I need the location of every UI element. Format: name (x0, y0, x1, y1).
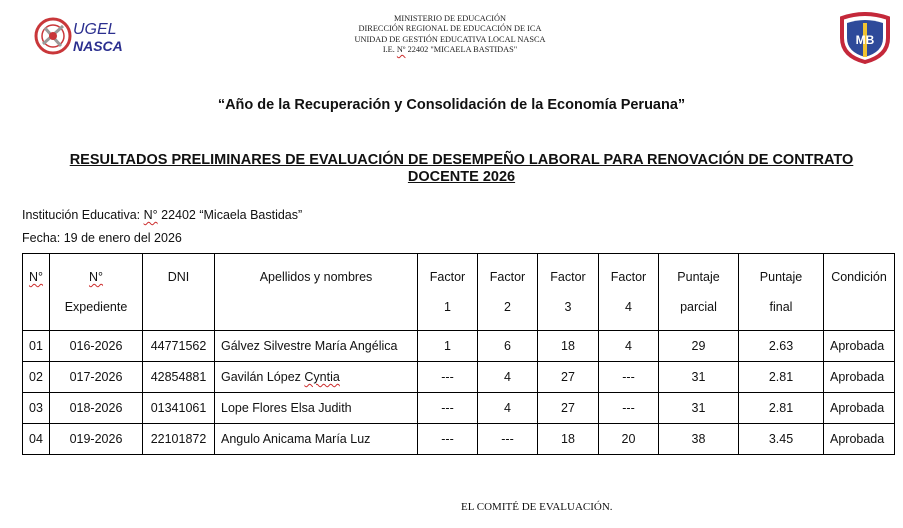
header-num (23, 254, 50, 331)
table-row (23, 424, 895, 455)
header-school-prefix: I.E. (382, 45, 395, 55)
table-row (23, 362, 895, 393)
nasca-text: NASCA (73, 38, 123, 54)
header-pf-line2: final (769, 300, 793, 314)
cell-dni: 22101872 (143, 424, 215, 455)
cell-factor-4: --- (599, 393, 659, 424)
header-school-no: Nº (396, 45, 406, 55)
cell-factor-3: 27 (538, 362, 599, 393)
cell-condicion: Aprobada (824, 331, 895, 362)
cell-factor-1: --- (418, 393, 478, 424)
cell-dni: 42854881 (143, 362, 215, 393)
cell-name (215, 362, 418, 393)
cell-puntaje-final: 2.63 (739, 331, 824, 362)
header-pp-line2: parcial (680, 300, 717, 314)
cell-factor-2: 4 (478, 362, 538, 393)
cell-puntaje-final: 2.81 (739, 362, 824, 393)
year-motto: “Año de la Recuperación y Consolidación de la Economía Peruana” (217, 97, 686, 113)
header-f1-line1: Factor (429, 270, 466, 284)
cell-factor-1: --- (418, 362, 478, 393)
header-f1-line2: 1 (444, 300, 451, 314)
header-f3-line2: 3 (564, 300, 572, 314)
cell-factor-3: 18 (538, 331, 599, 362)
header-dni: DNI (143, 254, 215, 331)
table-row (23, 393, 895, 424)
cell-factor-3: 27 (538, 393, 599, 424)
header-school-name: 22402 "MICAELA BASTIDAS" (407, 45, 518, 55)
shield-letters: MB (855, 33, 875, 47)
header-pf-line1: Puntaje (759, 270, 803, 284)
header-exp-line2: Expediente (64, 300, 128, 314)
header-factor-4 (599, 254, 659, 331)
header-puntaje-final (739, 254, 824, 331)
header-f4-line1: Factor (610, 270, 647, 284)
cell-num: 04 (23, 424, 50, 455)
cell-expediente: 017-2026 (50, 362, 143, 393)
cell-expediente: 016-2026 (50, 331, 143, 362)
cell-puntaje-parcial: 29 (659, 331, 739, 362)
header-factor-1 (418, 254, 478, 331)
cell-dni: 01341061 (143, 393, 215, 424)
cell-puntaje-parcial: 38 (659, 424, 739, 455)
header-pp-line1: Puntaje (677, 270, 720, 284)
cell-factor-2: --- (478, 424, 538, 455)
cell-expediente: 018-2026 (50, 393, 143, 424)
cell-factor-4: 4 (599, 331, 659, 362)
header-factor-3 (538, 254, 599, 331)
cell-condicion: Aprobada (824, 424, 895, 455)
cell-name: Angulo Anicama María Luz (215, 424, 418, 455)
shield-icon (836, 12, 894, 64)
results-table (22, 253, 895, 455)
table-header-row (23, 254, 895, 331)
header-factor-2 (478, 254, 538, 331)
date-value: 19 de enero del 2026 (63, 231, 182, 245)
cell-num: 01 (23, 331, 50, 362)
header-name: Apellidos y nombres (215, 254, 418, 331)
cell-name-surnames: Gavilán López (221, 370, 301, 384)
header-exp-line1: N° (88, 270, 104, 284)
table-row (23, 331, 895, 362)
cell-dni: 44771562 (143, 331, 215, 362)
header-condicion: Condición (824, 254, 895, 331)
date-label: Fecha: (22, 231, 61, 245)
cell-condicion: Aprobada (824, 393, 895, 424)
title-line-2: DOCENTE 2026 (407, 169, 516, 185)
cell-name-given: Cyntia (304, 370, 340, 384)
institution-no: N° (143, 208, 158, 222)
institution-value: 22402 “Micaela Bastidas” (161, 208, 303, 222)
committee-signature-label: EL COMITÉ DE EVALUACIÓN. (461, 501, 613, 513)
header-line-regional: DIRECCIÓN REGIONAL DE EDUCACIÓN DE ICA (358, 24, 542, 34)
header-num-text: N° (28, 270, 44, 284)
header-f3-line1: Factor (550, 270, 586, 284)
header-f2-line2: 2 (504, 300, 511, 314)
header-line-school (300, 45, 600, 55)
document-title (30, 152, 893, 186)
header-f4-line2: 4 (625, 300, 632, 314)
cell-puntaje-final: 3.45 (739, 424, 824, 455)
cell-puntaje-parcial: 31 (659, 362, 739, 393)
cell-name: Lope Flores Elsa Judith (215, 393, 418, 424)
institutional-header (300, 14, 600, 56)
cell-puntaje-parcial: 31 (659, 393, 739, 424)
cell-condicion: Aprobada (824, 362, 895, 393)
institution-label: Institución Educativa: (22, 208, 141, 222)
cell-factor-1: 1 (418, 331, 478, 362)
cell-factor-2: 4 (478, 393, 538, 424)
cell-factor-3: 18 (538, 424, 599, 455)
ugel-text: UGEL (73, 21, 117, 38)
cell-expediente: 019-2026 (50, 424, 143, 455)
header-expediente (50, 254, 143, 331)
header-line-ministry: MINISTERIO DE EDUCACIÓN (394, 14, 506, 23)
cell-num: 03 (23, 393, 50, 424)
title-line-1: RESULTADOS PRELIMINARES DE EVALUACIÓN DE DESEMPEÑO LABORAL PARA RENOVACIÓN DE CONTRATO (69, 152, 854, 168)
cell-factor-4: --- (599, 362, 659, 393)
school-shield-logo (836, 12, 894, 64)
cell-factor-1: --- (418, 424, 478, 455)
header-line-ugel: UNIDAD DE GESTIÓN EDUCATIVA LOCAL NASCA (354, 34, 546, 44)
ugel-nasca-logo-graphic (33, 14, 133, 58)
date-line (22, 231, 182, 245)
ugel-nasca-logo (33, 14, 133, 58)
header-f2-line1: Factor (489, 270, 526, 284)
cell-factor-2: 6 (478, 331, 538, 362)
cell-num: 02 (23, 362, 50, 393)
cell-puntaje-final: 2.81 (739, 393, 824, 424)
cell-name: Gálvez Silvestre María Angélica (215, 331, 418, 362)
header-puntaje-parcial (659, 254, 739, 331)
cell-factor-4: 20 (599, 424, 659, 455)
institution-line (22, 208, 302, 222)
